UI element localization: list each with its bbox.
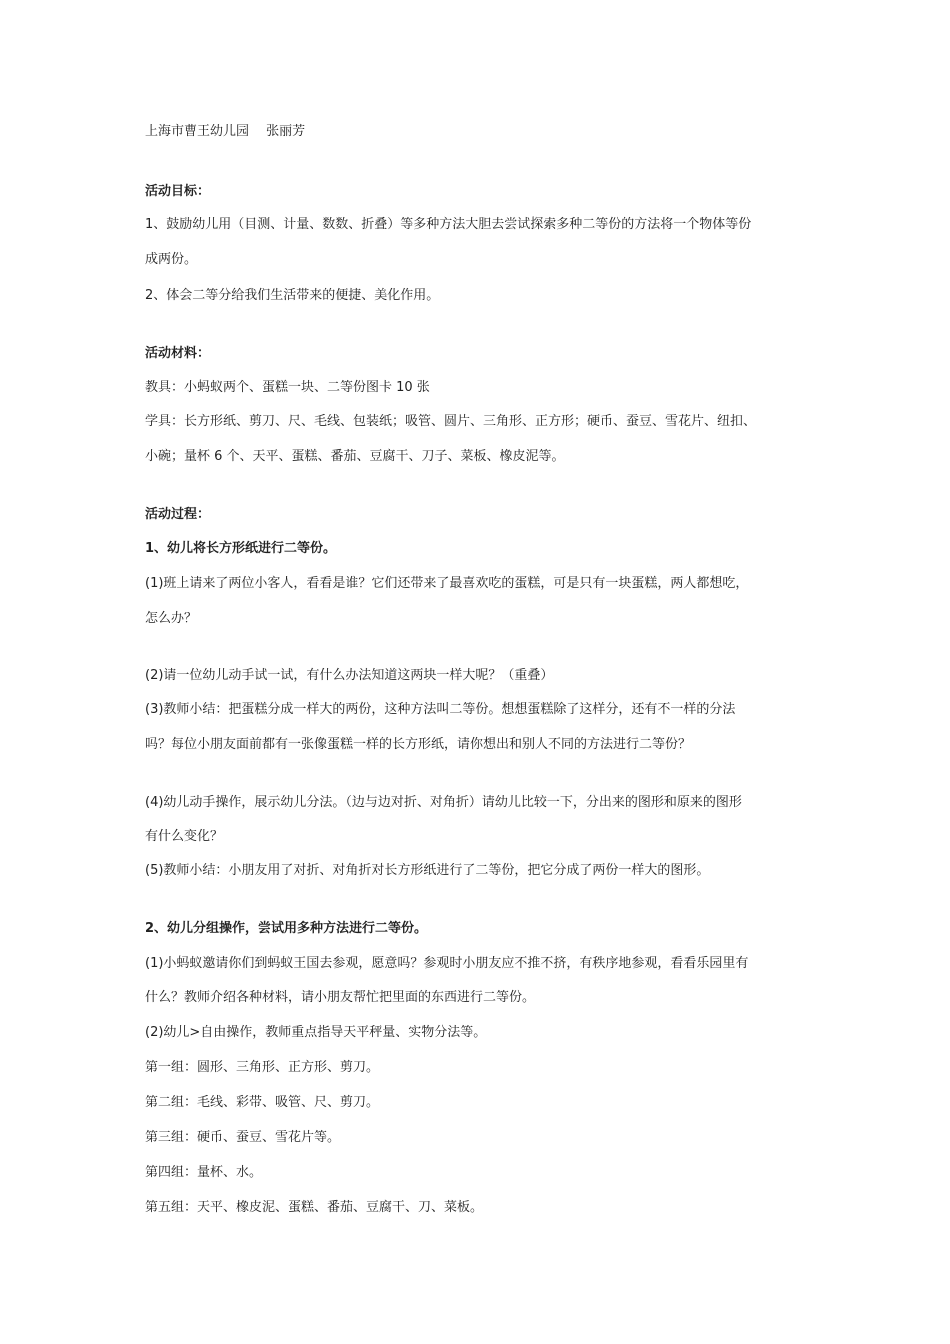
step1-p2: (2)请一位幼儿动手试一试，有什么办法知道这两块一样大呢？（重叠）	[145, 668, 554, 683]
materials-student-line-1: 学具：长方形纸、剪刀、尺、毛线、包装纸；吸管、圆片、三角形、正方形；硬币、蚕豆、雪花片、纽扣、	[145, 414, 757, 429]
step1-title: 1、幼儿将长方形纸进行二等份。	[145, 541, 337, 556]
materials-teacher: 教具：小蚂蚁两个、蛋糕一块、二等份图卡 10 张	[145, 380, 430, 395]
step1-p3-line-2: 吗？每位小朋友面前都有一张像蛋糕一样的长方形纸，请你想出和别人不同的方法进行二等份？	[145, 737, 692, 752]
step1-p5: (5)教师小结：小朋友用了对折、对角折对长方形纸进行了二等份，把它分成了两份一样大的图形。	[145, 863, 710, 878]
step1-p4-line-2: 有什么变化？	[145, 829, 224, 844]
step2-p1-line-1: (1)小蚂蚁邀请你们到蚂蚁王国去参观，愿意吗？参观时小朋友应不推不挤，有秩序地参观，看看乐园里有	[145, 956, 749, 971]
goal-item-1-line-2: 成两份。	[145, 252, 198, 267]
group-1: 第一组：圆形、三角形、正方形、剪刀。	[145, 1060, 380, 1075]
process-heading: 活动过程：	[145, 507, 211, 522]
step2-p1-line-2: 什么？教师介绍各种材料，请小朋友帮忙把里面的东西进行二等份。	[145, 990, 536, 1005]
step1-p1-line-1: (1)班上请来了两位小客人，看看是谁？它们还带来了最喜欢吃的蛋糕，可是只有一块蛋糕，两人都想吃，	[145, 576, 749, 591]
goals-heading: 活动目标：	[145, 184, 211, 199]
goal-item-2: 2、体会二等分给我们生活带来的便捷、美化作用。	[145, 288, 440, 303]
step1-p4-line-1: (4)幼儿动手操作，展示幼儿分法。（边与边对折、对角折）请幼儿比较一下，分出来的图形和原来的图形	[145, 795, 742, 810]
group-3: 第三组：硬币、蚕豆、雪花片等。	[145, 1130, 341, 1145]
step2-p2: (2)幼儿>自由操作，教师重点指导天平秤量、实物分法等。	[145, 1025, 487, 1040]
step2-title: 2、幼儿分组操作，尝试用多种方法进行二等份。	[145, 921, 428, 936]
materials-student-line-2: 小碗；量杯 6 个、天平、蛋糕、番茄、豆腐干、刀子、菜板、橡皮泥等。	[145, 449, 565, 464]
author-line: 上海市曹王幼儿园 张丽芳	[145, 124, 306, 139]
group-5: 第五组：天平、橡皮泥、蛋糕、番茄、豆腐干、刀、菜板。	[145, 1200, 484, 1215]
group-2: 第二组：毛线、彩带、吸管、尺、剪刀。	[145, 1095, 380, 1110]
goal-item-1-line-1: 1、鼓励幼儿用（目测、计量、数数、折叠）等多种方法大胆去尝试探索多种二等份的方法将一个物体等份	[145, 217, 752, 232]
step1-p3-line-1: (3)教师小结：把蛋糕分成一样大的两份，这种方法叫二等份。想想蛋糕除了这样分，还有不一样的分法	[145, 702, 736, 717]
materials-heading: 活动材料：	[145, 346, 211, 361]
group-4: 第四组：量杯、水。	[145, 1165, 263, 1180]
step1-p1-line-2: 怎么办？	[145, 611, 198, 626]
